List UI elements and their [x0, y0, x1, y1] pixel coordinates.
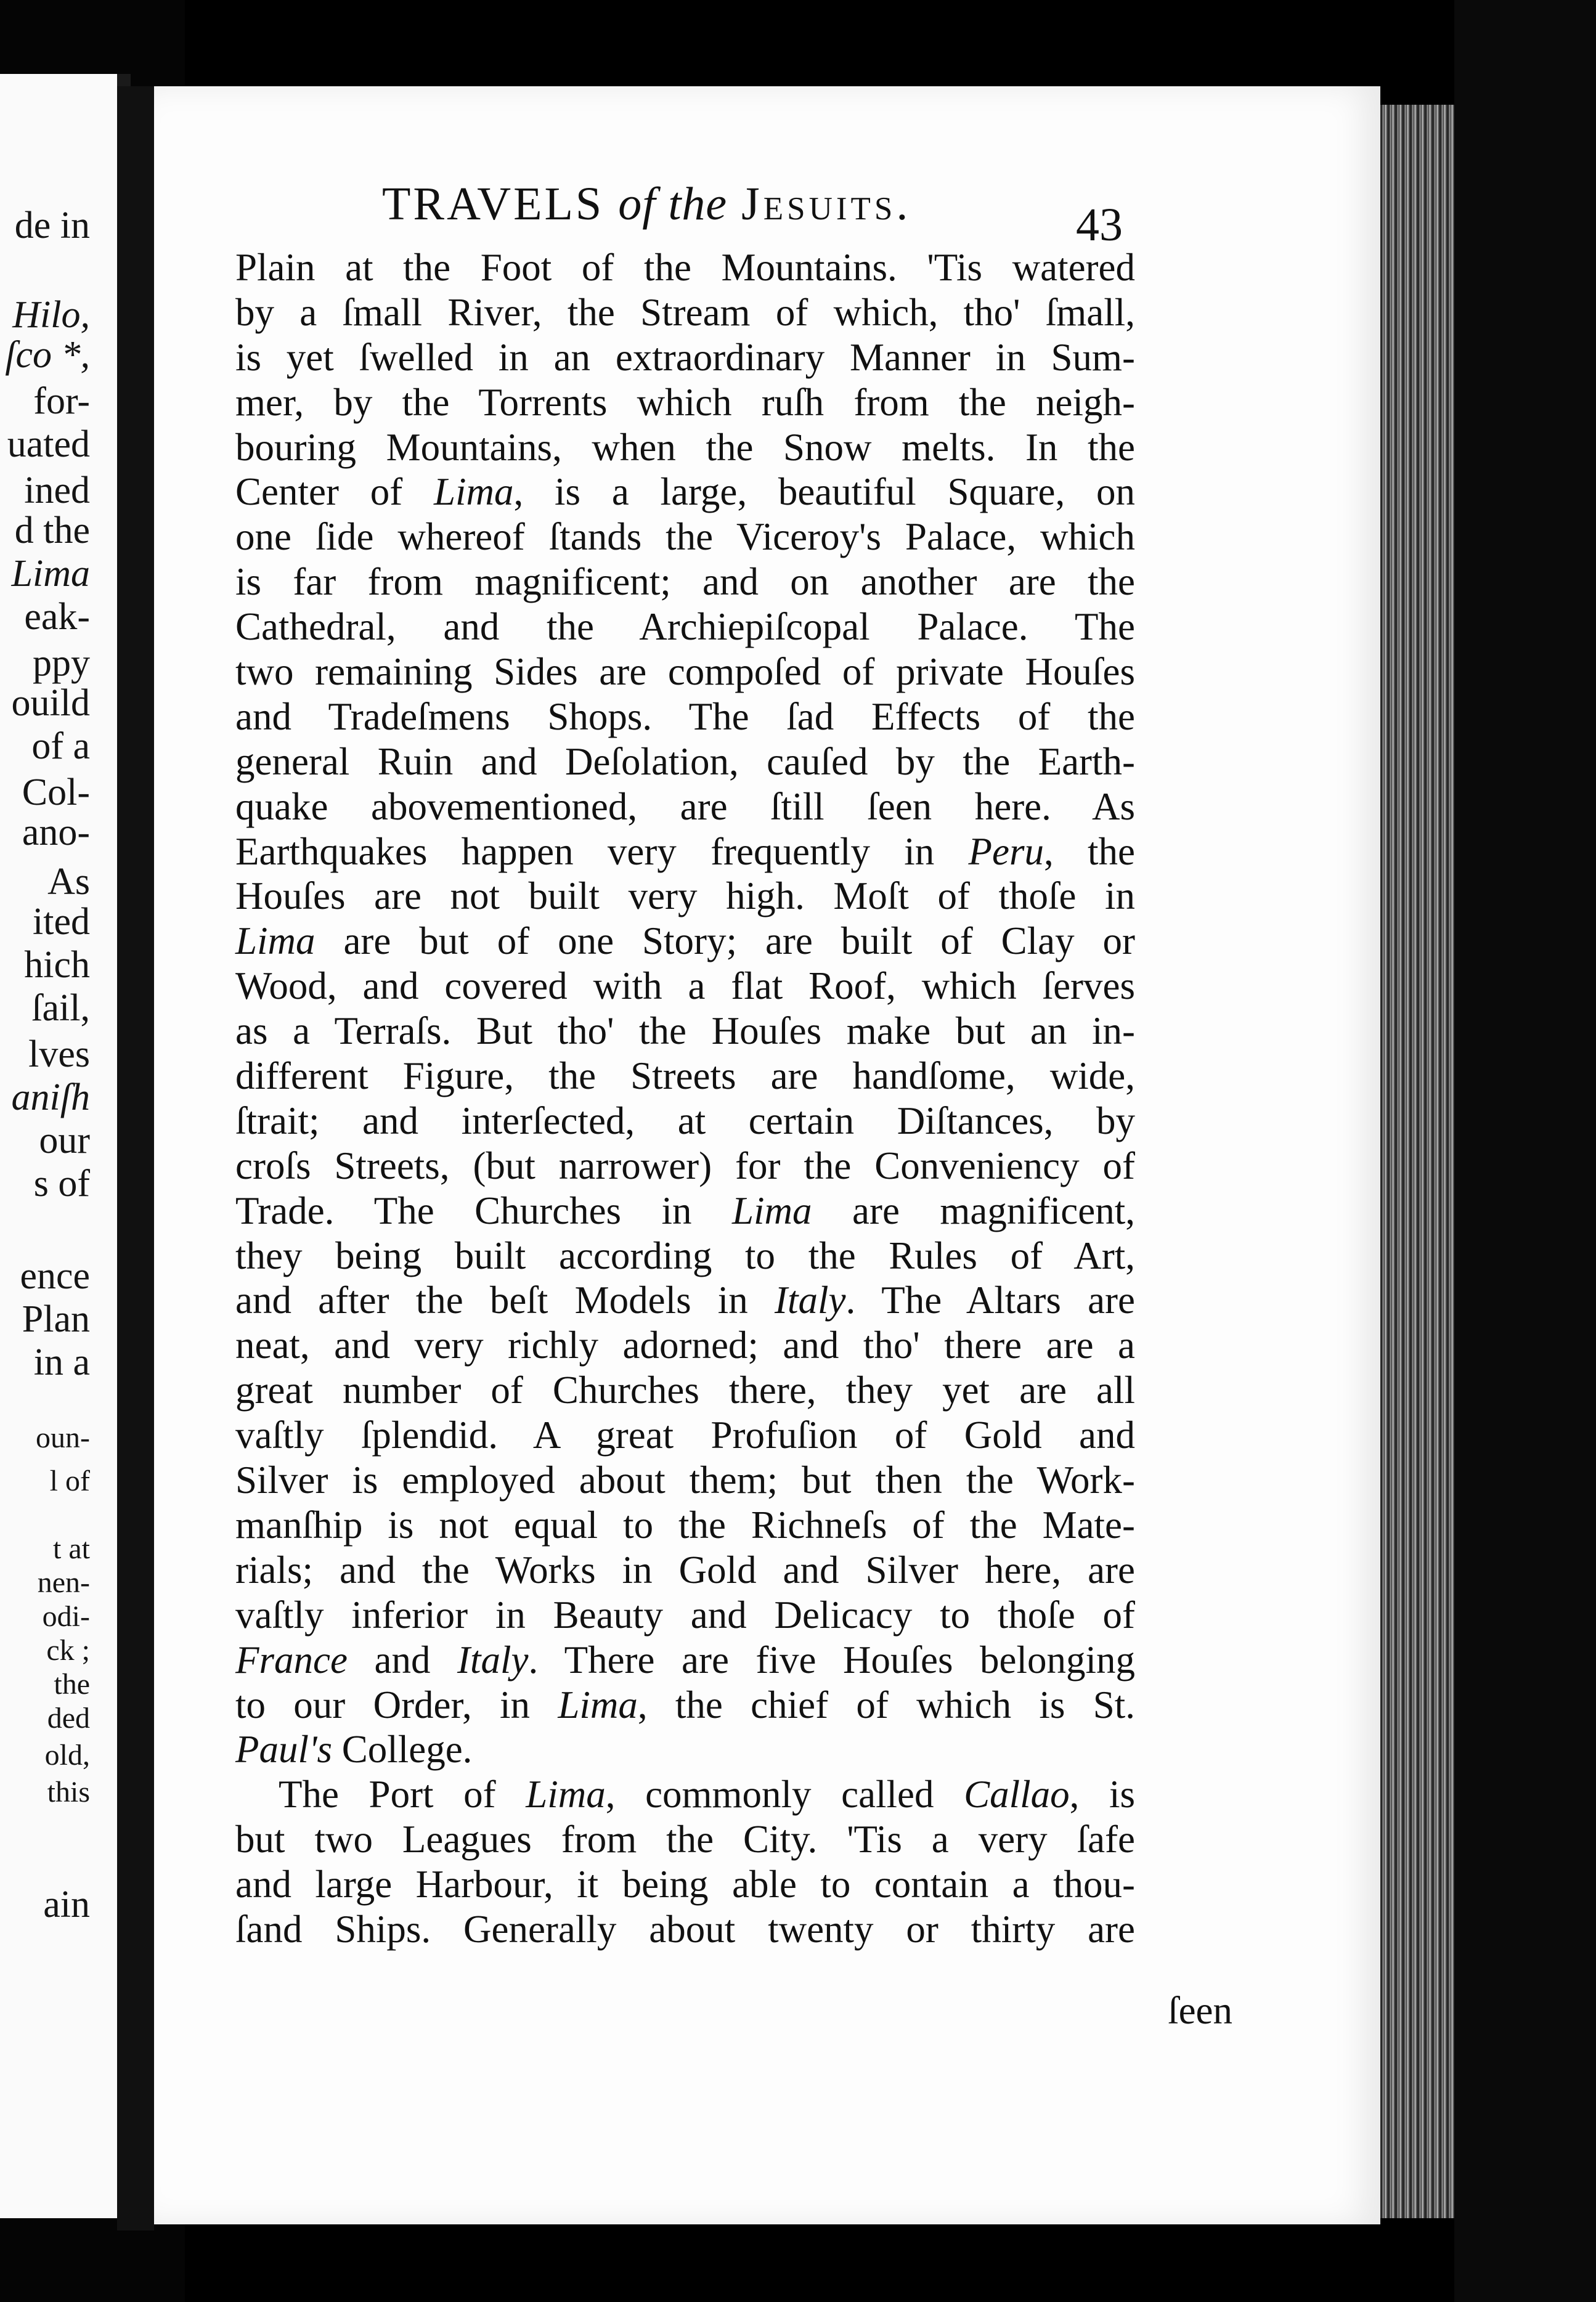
- facing-page-fragment: t at: [53, 1532, 90, 1565]
- text-line: Trade. The Churches in Lima are magnificent,: [235, 1189, 1135, 1232]
- facing-page-fragment: Col-: [22, 771, 90, 813]
- facing-page-fragment: this: [47, 1776, 90, 1808]
- running-title-part: [727, 178, 741, 230]
- facing-page-fragment: s of: [33, 1163, 90, 1205]
- facing-page-fragment: ſco *,: [5, 334, 90, 376]
- text-line: manſhip is not equal to the Richneſs of the Mate-: [235, 1503, 1135, 1547]
- page-number: 43: [1076, 199, 1123, 251]
- text-line: Plain at the Foot of the Mountains. 'Tis watered: [235, 246, 1135, 289]
- text-line: vaſtly inferior in Beauty and Delicacy to thoſe of: [235, 1593, 1135, 1637]
- running-title: [382, 178, 911, 230]
- facing-page-fragment: hich: [24, 944, 90, 986]
- facing-page-fragment: l of: [49, 1465, 90, 1497]
- text-line: croſs Streets, (but narrower) for the Conveniency of: [235, 1144, 1135, 1187]
- text-line: ſtrait; and interſected, at certain Diſtances, by: [235, 1099, 1135, 1142]
- facing-page-fragment: ined: [24, 470, 90, 511]
- facing-page-fragment: nen-: [37, 1566, 90, 1599]
- facing-page-fragment: Plan: [22, 1298, 90, 1340]
- body-text: [235, 245, 1135, 1952]
- running-title-part: Jesuits.: [741, 178, 912, 230]
- facing-page-fragment: As: [47, 861, 90, 903]
- text-line: one ſide whereof ſtands the Viceroy's Palace, which: [235, 515, 1135, 559]
- facing-page-fragment: uated: [7, 423, 90, 465]
- facing-page-fragment: our: [39, 1120, 90, 1161]
- text-line: bouring Mountains, when the Snow melts. In the: [235, 425, 1135, 469]
- text-line: Center of Lima, is a large, beautiful Square, on: [235, 470, 1135, 514]
- running-title-part: TRAVELS: [382, 178, 619, 230]
- facing-page-fragment: in a: [33, 1341, 90, 1383]
- facing-page-fragment: d the: [14, 510, 90, 551]
- facing-page-fragment: ppy: [33, 642, 90, 684]
- text-line: The Port of Lima, commonly called Callao, is: [279, 1773, 1135, 1816]
- text-line: two remaining Sides are compoſed of private Houſes: [235, 650, 1135, 694]
- running-title-part: of the: [618, 178, 728, 230]
- text-line: Wood, and covered with a flat Roof, which ſerves: [235, 964, 1135, 1008]
- facing-page-fragment: ouild: [11, 682, 90, 724]
- text-line: Houſes are not built very high. Moſt of thoſe in: [235, 874, 1135, 918]
- facing-page-fragment: old,: [44, 1739, 90, 1771]
- running-head: [382, 177, 1183, 245]
- text-line: quake abovementioned, are ſtill ſeen here. As: [235, 784, 1135, 828]
- text-line: and large Harbour, it being able to contain a thou-: [235, 1863, 1135, 1906]
- facing-page: [0, 74, 131, 2218]
- text-line: by a ſmall River, the Stream of which, tho' ſmall,: [235, 290, 1135, 334]
- text-line: but two Leagues from the City. 'Tis a very ſafe: [235, 1818, 1135, 1861]
- text-line: different Figure, the Streets are handſome, wide,: [235, 1054, 1135, 1098]
- text-line: mer, by the Torrents which ruſh from the neigh-: [235, 380, 1135, 424]
- facing-page-fragment: Lima: [11, 553, 90, 595]
- facing-page-fragment: ain: [43, 1884, 90, 1926]
- text-line: Lima are but of one Story; are built of Clay or: [235, 919, 1135, 963]
- facing-page-fragment: ck ;: [46, 1634, 90, 1667]
- facing-page-fragment: the: [54, 1668, 90, 1701]
- facing-page-fragment: ſail,: [31, 987, 90, 1029]
- text-line: Silver is employed about them; but then the Work-: [235, 1458, 1135, 1502]
- text-line: is far from magnificent; and on another are the: [235, 560, 1135, 604]
- facing-page-fragment: of a: [31, 725, 90, 767]
- text-line: to our Order, in Lima, the chief of which is St.: [235, 1683, 1135, 1726]
- text-line: is yet ſwelled in an extraordinary Manner in Sum-: [235, 335, 1135, 379]
- facing-page-fragment: oun-: [36, 1421, 90, 1454]
- facing-page-fragment: ano-: [22, 811, 90, 853]
- page-edges: [1380, 105, 1454, 2218]
- text-line: France and Italy. There are five Houſes belonging: [235, 1638, 1135, 1682]
- text-line: ſand Ships. Generally about twenty or thirty are: [235, 1907, 1135, 1951]
- text-line: vaſtly ſplendid. A great Profuſion of Gold and: [235, 1413, 1135, 1457]
- book-gutter: [117, 86, 154, 2231]
- text-line: neat, and very richly adorned; and tho' there are a: [235, 1324, 1135, 1367]
- text-line: Earthquakes happen very frequently in Peru, the: [235, 829, 1135, 873]
- text-line: and Tradeſmens Shops. The ſad Effects of the: [235, 694, 1135, 738]
- text-line: Cathedral, and the Archiepiſcopal Palace. The: [235, 605, 1135, 649]
- facing-page-fragment: for-: [33, 380, 90, 422]
- text-line: great number of Churches there, they yet are all: [235, 1369, 1135, 1412]
- facing-page-fragment: eak-: [24, 596, 90, 638]
- text-line: Paul's College.: [235, 1728, 473, 1771]
- text-line: general Ruin and Deſolation, cauſed by the Earth-: [235, 739, 1135, 783]
- facing-page-fragment: lves: [28, 1033, 90, 1075]
- facing-page-fragment: odi-: [42, 1600, 90, 1633]
- text-line: rials; and the Works in Gold and Silver here, are: [235, 1548, 1135, 1592]
- catchword: ſeen: [1168, 1989, 1232, 2032]
- facing-page-fragment: de in: [14, 205, 90, 246]
- scan-background-right: [1454, 0, 1596, 2302]
- text-line: as a Terraſs. But tho' the Houſes make but an in-: [235, 1009, 1135, 1053]
- facing-page-fragment: ited: [33, 901, 90, 943]
- facing-page-fragment: ded: [47, 1702, 90, 1735]
- facing-page-fragment: aniſh: [11, 1076, 90, 1118]
- facing-page-fragment: ence: [20, 1255, 90, 1297]
- text-line: they being built according to the Rules of Art,: [235, 1234, 1135, 1277]
- text-line: and after the beſt Models in Italy. The Altars are: [235, 1279, 1135, 1322]
- facing-page-fragment: Hilo,: [12, 294, 90, 336]
